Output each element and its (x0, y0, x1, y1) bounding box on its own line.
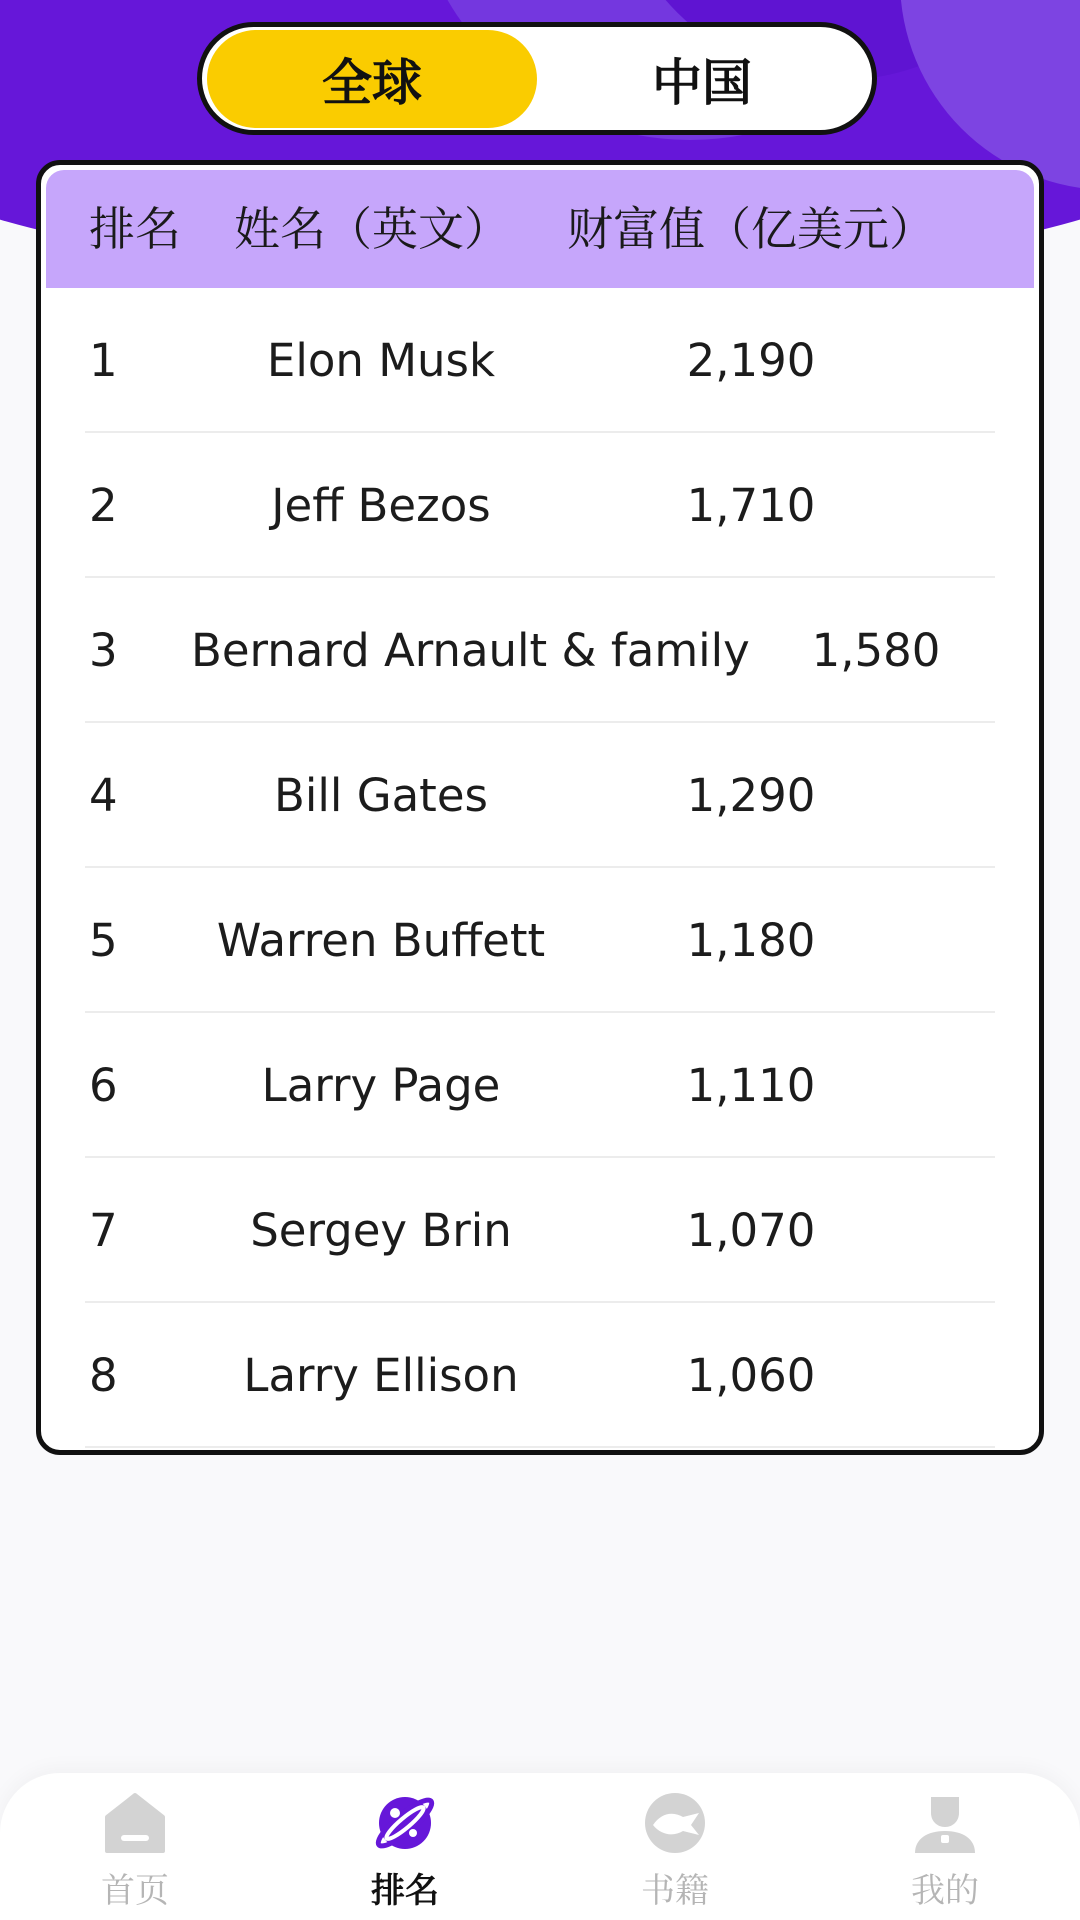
bottom-navigation (0, 1773, 1080, 1920)
name-cell: Elon Musk (266, 334, 496, 387)
rank-cell: 8 (89, 1349, 118, 1402)
name-cell: Warren Buffett (216, 914, 546, 967)
wealth-cell: 1,180 (686, 914, 816, 967)
table-body (41, 288, 1039, 1448)
ranking-planet-icon (373, 1791, 437, 1855)
rank-cell: 3 (89, 624, 118, 677)
rank-cell: 1 (89, 334, 118, 387)
name-cell: Larry Page (261, 1059, 501, 1112)
wealth-cell: 1,070 (686, 1204, 816, 1257)
name-cell: Sergey Brin (250, 1204, 512, 1257)
header-wealth: 财富值（亿美元） (567, 202, 935, 256)
tab-global[interactable]: 全球 (207, 30, 537, 128)
table-row[interactable] (41, 868, 1039, 1013)
table-row[interactable] (41, 433, 1039, 578)
nav-books[interactable] (575, 1773, 775, 1920)
home-icon (103, 1791, 167, 1855)
wealth-cell: 2,190 (686, 334, 816, 387)
wealth-cell: 1,110 (686, 1059, 816, 1112)
table-row[interactable] (41, 1013, 1039, 1158)
nav-ranking[interactable] (305, 1773, 505, 1920)
table-row[interactable] (41, 288, 1039, 433)
nav-ranking-label: 排名 (371, 1871, 439, 1911)
rank-cell: 4 (89, 769, 118, 822)
rank-cell: 5 (89, 914, 118, 967)
name-cell: Bill Gates (274, 769, 488, 822)
region-tab-switch (197, 22, 877, 135)
table-row[interactable] (41, 1303, 1039, 1448)
rank-cell: 2 (89, 479, 118, 532)
header-rank: 排名 (89, 202, 181, 256)
table-header (46, 170, 1034, 288)
books-icon (643, 1791, 707, 1855)
nav-home-label: 首页 (101, 1871, 169, 1911)
nav-books-label: 书籍 (641, 1871, 709, 1911)
rank-cell: 6 (89, 1059, 118, 1112)
nav-home[interactable] (35, 1773, 235, 1920)
wealth-cell: 1,290 (686, 769, 816, 822)
table-row[interactable] (41, 1158, 1039, 1303)
wealth-cell: 1,710 (686, 479, 816, 532)
wealth-cell: 1,060 (686, 1349, 816, 1402)
name-cell: Jeff Bezos (271, 479, 491, 532)
wealth-ranking-table (36, 160, 1044, 1455)
name-cell: Larry Ellison (243, 1349, 519, 1402)
name-cell: Bernard Arnault & family (191, 624, 750, 677)
tab-china[interactable]: 中国 (652, 53, 752, 112)
nav-profile-label: 我的 (911, 1871, 979, 1911)
table-row[interactable] (41, 723, 1039, 868)
header-name: 姓名（英文） (234, 202, 510, 256)
rank-cell: 7 (89, 1204, 118, 1257)
table-row[interactable] (41, 578, 1039, 723)
nav-profile[interactable] (845, 1773, 1045, 1920)
profile-icon (913, 1791, 977, 1855)
wealth-cell: 1,580 (811, 624, 941, 677)
